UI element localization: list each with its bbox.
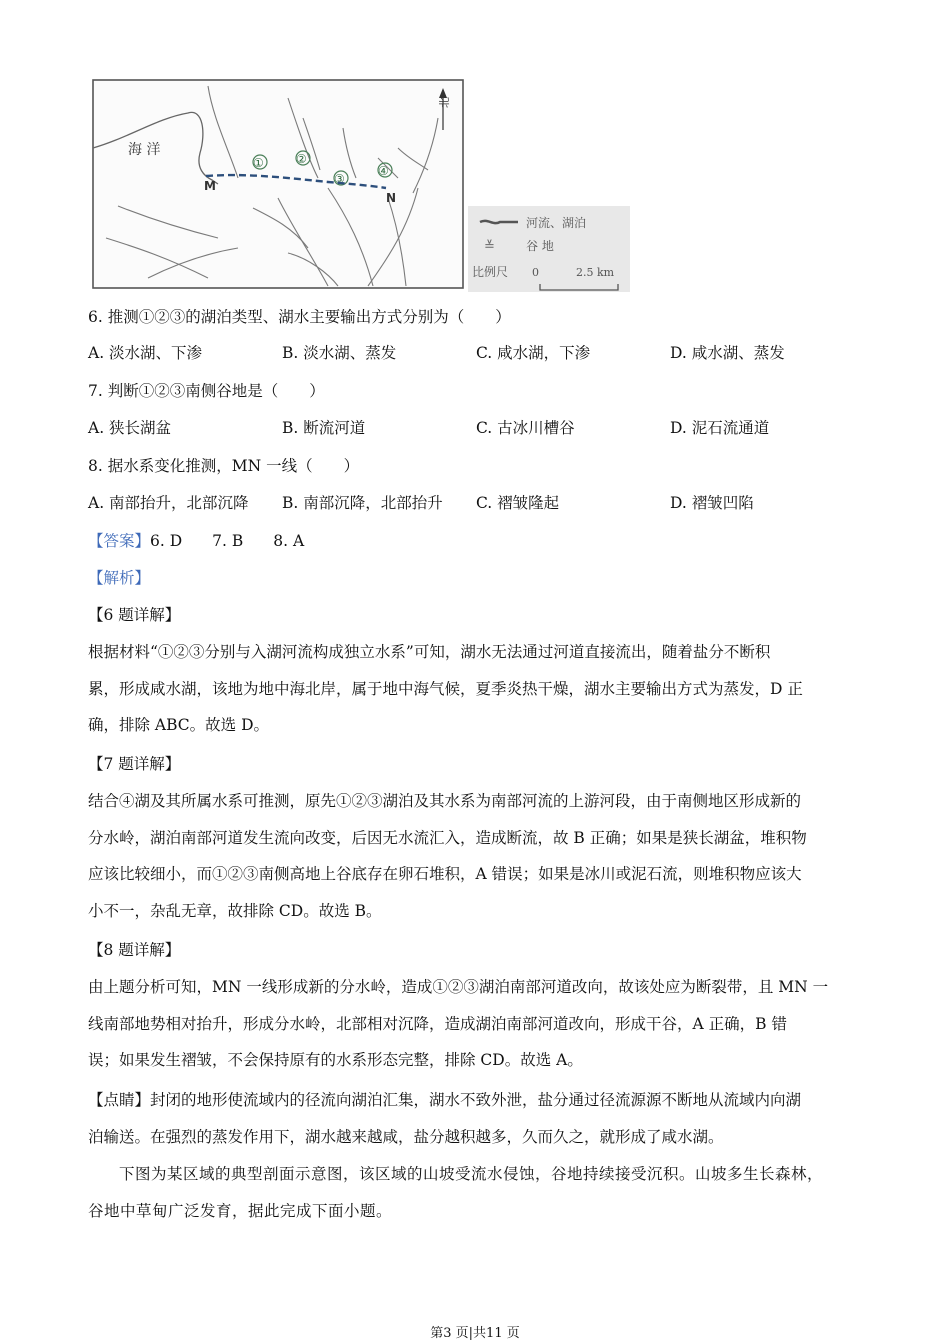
map-frame — [93, 80, 463, 288]
question-6-stem: 6. 推测①②③的湖泊类型、湖水主要输出方式分别为（ ） — [88, 308, 511, 326]
lake-2-label: ② — [296, 152, 307, 166]
question-7-option-a: A. 狭长湖盆 — [88, 419, 172, 437]
detail-6-row: 累，形成咸水湖，该地为地中海北岸，属于地中海气候，夏季炎热干燥，湖水主要输出方式为蒸发，D 正 — [88, 679, 803, 698]
legend-scale-zero: 0 — [532, 266, 539, 279]
detail-6-row: 根据材料“①②③分别与入湖河流构成独立水系”可知，湖水无法通过河道直接流出，随着盐分不断积 — [88, 643, 771, 661]
question-7-option-b: B. 断流河道 — [282, 419, 366, 437]
detail-8-title: 【8 题详解】 — [88, 941, 181, 959]
tip-tag: 【点睛】 — [88, 1091, 151, 1109]
page-footer: 第3 页|共11 页 — [430, 1326, 520, 1341]
answer-6: 6. D — [150, 532, 183, 550]
detail-7-title: 【7 题详解】 — [88, 755, 181, 773]
point-n: N — [386, 191, 397, 205]
legend-river-text: 河流、湖泊 — [526, 216, 587, 230]
lake-3-label: ③ — [334, 172, 345, 186]
north-label: 北 — [438, 97, 451, 108]
question-8-option-a: A. 南部抬升，北部沉降 — [88, 494, 249, 512]
next-intro-row: 谷地中草甸广泛发育，据此完成下面小题。 — [88, 1201, 393, 1220]
detail-7-row: 应该比较细小，而①②③南侧高地上谷底存在卵石堆积，A 错误；如果是冰川或泥石流，则堆积物应该大 — [88, 865, 802, 883]
question-8-option-c: C. 褶皱隆起 — [476, 494, 560, 512]
answer-8: 8. A — [273, 532, 305, 550]
detail-8-row: 由上题分析可知，MN 一线形成新的分水岭，造成①②③湖泊南部河道改向，故该处应为断裂带，且 MN 一 — [88, 978, 829, 996]
legend-valley-text: 谷 地 — [526, 239, 554, 253]
detail-7-body — [88, 783, 863, 929]
lake-4-label: ④ — [378, 164, 389, 178]
tip-row: 泊输送。在强烈的蒸发作用下，湖水越来越咸，盐分越积越多，久而久之，就形成了咸水湖。 — [88, 1127, 724, 1146]
ocean-label: 海 洋 — [128, 142, 161, 158]
detail-6-title: 【6 题详解】 — [88, 606, 181, 624]
question-6-option-a: A. 淡水湖、下渗 — [88, 344, 203, 362]
legend-valley-symbol: ≚ — [484, 239, 495, 254]
question-6-option-b: B. 淡水湖、蒸发 — [282, 344, 397, 362]
question-6-option-d: D. 咸水湖、蒸发 — [670, 344, 785, 362]
answer-tag: 【答案】 — [88, 532, 151, 550]
detail-6-row: 确，排除 ABC。故选 D。 — [88, 716, 270, 734]
answer-line — [88, 530, 304, 552]
question-7-option-d: D. 泥石流通道 — [670, 419, 770, 437]
legend-scale-label: 比例尺 — [472, 265, 509, 279]
question-6-option-c: C. 咸水湖，下渗 — [476, 344, 591, 362]
answer-7: 7. B — [212, 532, 244, 550]
legend-scale-value: 2.5 km — [576, 266, 615, 279]
question-8-option-d: D. 褶皱凹陷 — [670, 494, 754, 512]
tip-block — [88, 1082, 863, 1155]
detail-7-row: 分水岭，湖泊南部河道发生流向改变，后因无水流汇入，造成断流，故 B 正确；如果是狭长湖盆，堆积物 — [88, 828, 807, 847]
question-7-option-c: C. 古冰川槽谷 — [476, 419, 575, 437]
detail-8-row: 线南部地势相对抬升，形成分水岭，北部相对沉降，造成湖泊南部河道改向，形成干谷，A 正确，B 错 — [88, 1014, 787, 1033]
next-intro — [88, 1156, 863, 1229]
map-figure — [88, 78, 633, 296]
detail-8-row: 误；如果发生褶皱，不会保持原有的水系形态完整，排除 CD。故选 A。 — [88, 1051, 583, 1069]
detail-7-row: 小不一，杂乱无章，故排除 CD。故选 B。 — [88, 901, 382, 920]
tip-row: 【点睛】封闭的地形使流域内的径流向湖泊汇集，湖水不致外泄，盐分通过径流源源不断地从流域内向湖 — [88, 1091, 802, 1109]
analysis-tag: 【解析】 — [88, 569, 151, 587]
lake-1-label: ① — [253, 156, 264, 170]
question-8-stem: 8. 据水系变化推测，MN 一线（ ） — [88, 457, 360, 475]
detail-8-body — [88, 969, 863, 1079]
question-8-option-b: B. 南部沉降，北部抬升 — [282, 494, 443, 512]
detail-6-body — [88, 634, 863, 744]
detail-7-row: 结合④湖及其所属水系可推测，原先①②③湖泊及其水系为南部河流的上游河段，由于南侧地区形成新的 — [88, 792, 802, 810]
question-7-stem: 7. 判断①②③南侧谷地是（ ） — [88, 382, 325, 400]
next-intro-row: 下图为某区域的典型剖面示意图，该区域的山坡受流水侵蚀，谷地持续接受沉积。山坡多生长森林， — [119, 1165, 824, 1183]
point-m: M — [204, 179, 216, 193]
